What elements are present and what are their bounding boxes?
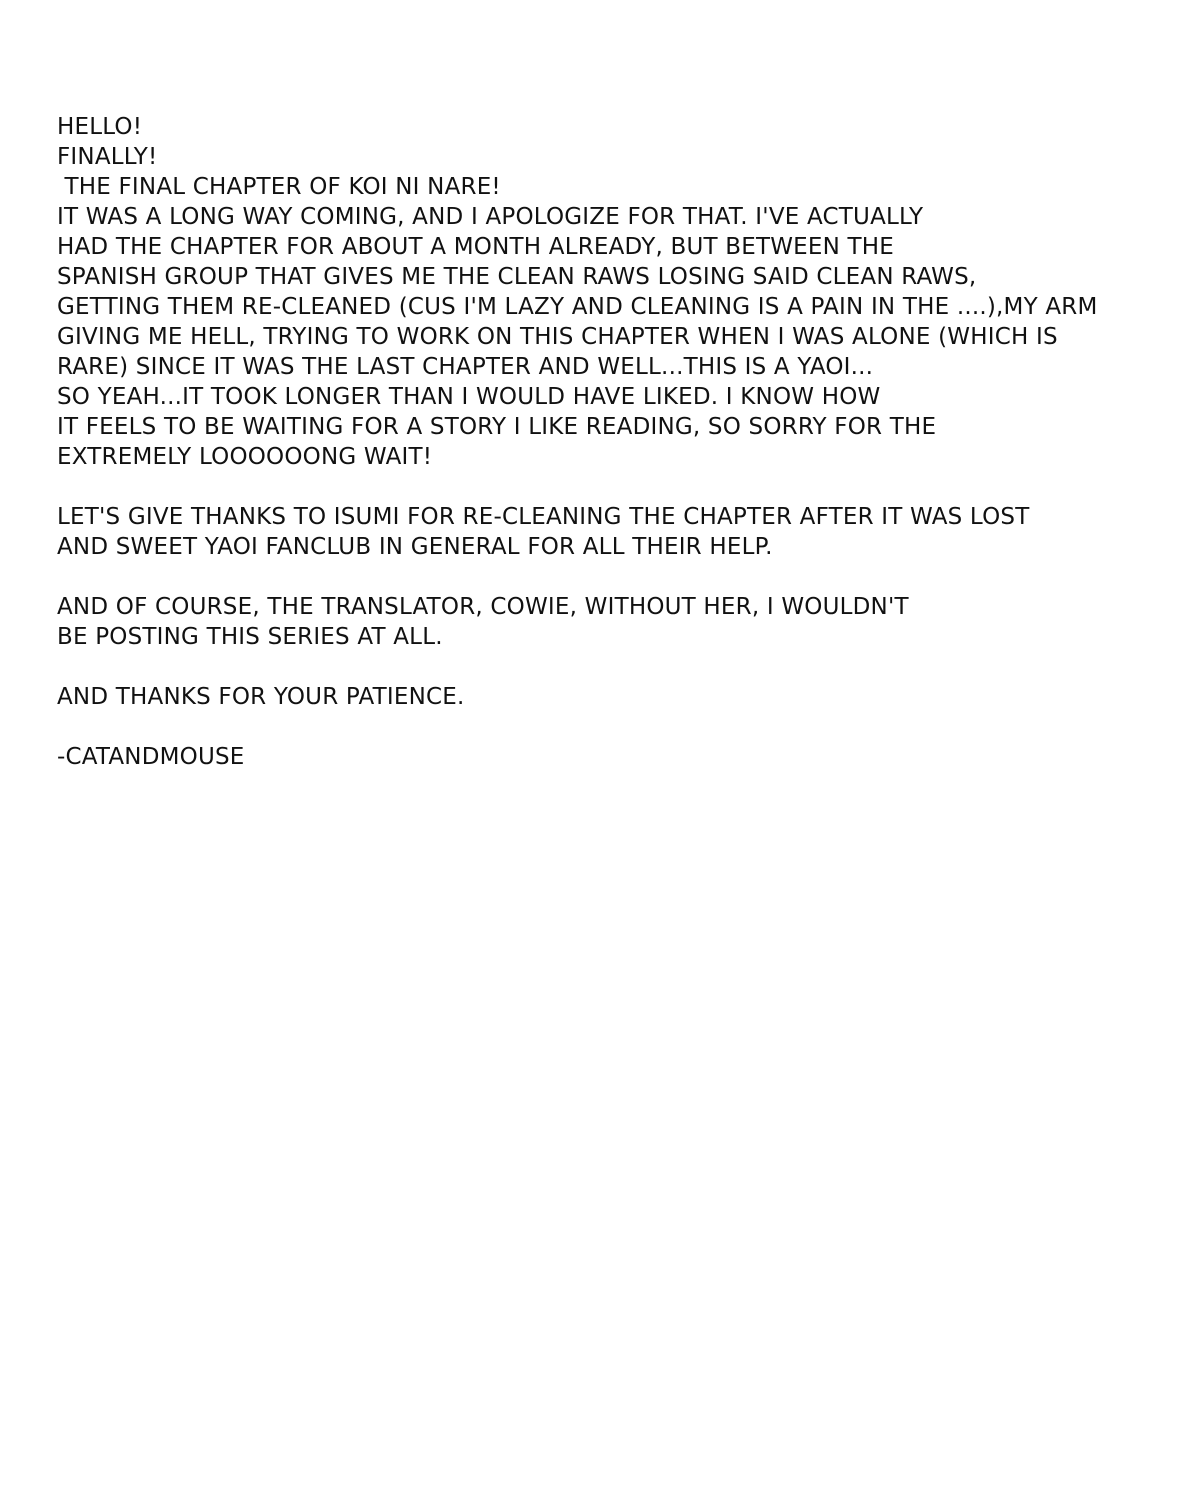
paragraph-gap bbox=[57, 652, 1177, 682]
text-line: BE POSTING THIS SERIES AT ALL. bbox=[57, 624, 443, 650]
text-line: RARE) SINCE IT WAS THE LAST CHAPTER AND WELL...THIS IS A YAOI... bbox=[57, 354, 874, 380]
thanks-isumi-paragraph bbox=[57, 502, 1177, 562]
text-line: IT WAS A LONG WAY COMING, AND I APOLOGIZE FOR THAT. I'VE ACTUALLY bbox=[57, 204, 924, 230]
text-line: HAD THE CHAPTER FOR ABOUT A MONTH ALREADY, BUT BETWEEN THE bbox=[57, 234, 895, 260]
thanks-translator-paragraph bbox=[57, 592, 1177, 652]
text-line: GIVING ME HELL, TRYING TO WORK ON THIS CHAPTER WHEN I WAS ALONE (WHICH IS bbox=[57, 324, 1058, 350]
text-line: GETTING THEM RE-CLEANED (CUS I'M LAZY AND CLEANING IS A PAIN IN THE ....),MY ARM bbox=[57, 294, 1098, 320]
text-line: EXTREMELY LOOOOOONG WAIT! bbox=[57, 444, 433, 470]
text-line: SO YEAH...IT TOOK LONGER THAN I WOULD HAVE LIKED. I KNOW HOW bbox=[57, 384, 881, 410]
signature: -CATANDMOUSE bbox=[57, 744, 245, 770]
paragraph-gap bbox=[57, 712, 1177, 742]
text-line: SPANISH GROUP THAT GIVES ME THE CLEAN RAWS LOSING SAID CLEAN RAWS, bbox=[57, 264, 977, 290]
text-line: IT FEELS TO BE WAITING FOR A STORY I LIKE READING, SO SORRY FOR THE bbox=[57, 414, 937, 440]
text-line: THE FINAL CHAPTER OF KOI NI NARE! bbox=[57, 174, 501, 200]
translator-note bbox=[57, 112, 1177, 772]
text-line: LET'S GIVE THANKS TO ISUMI FOR RE-CLEANING THE CHAPTER AFTER IT WAS LOST bbox=[57, 504, 1030, 530]
paragraph-gap bbox=[57, 562, 1177, 592]
thanks-patience-line: AND THANKS FOR YOUR PATIENCE. bbox=[57, 684, 465, 710]
text-line: AND OF COURSE, THE TRANSLATOR, COWIE, WITHOUT HER, I WOULDN'T bbox=[57, 594, 909, 620]
text-line: FINALLY! bbox=[57, 144, 158, 170]
text-line: HELLO! bbox=[57, 114, 143, 140]
text-line: AND SWEET YAOI FANCLUB IN GENERAL FOR ALL THEIR HELP. bbox=[57, 534, 773, 560]
paragraph-gap bbox=[57, 472, 1177, 502]
intro-paragraph bbox=[57, 112, 1177, 472]
